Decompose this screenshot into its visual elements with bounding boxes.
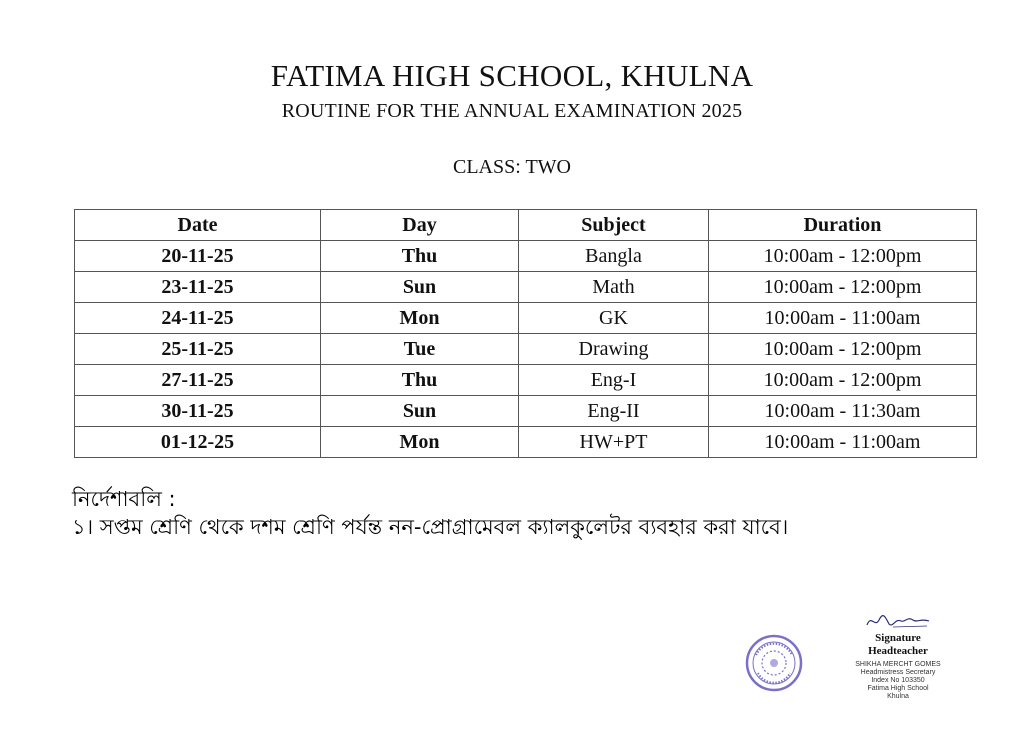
class-label: CLASS: TWO <box>453 156 571 178</box>
header-date: Date <box>75 210 321 241</box>
cell-duration: 10:00am - 12:00pm <box>709 334 977 365</box>
table-row <box>75 365 977 396</box>
headteacher-label: Headteacher <box>868 645 928 657</box>
table-row <box>75 241 977 272</box>
cell-subject: GK <box>519 303 709 334</box>
signature-stamp <box>838 661 958 701</box>
instructions-title: নির্দেশাবলি : <box>72 487 176 511</box>
cell-subject: Eng-I <box>519 365 709 396</box>
instruction-line: ১। সপ্তম শ্রেণি থেকে দশম শ্রেণি পর্যন্ত নন-প্রোগ্রামেবল ক্যালকুলেটর ব্যবহার করা যাবে। <box>72 515 789 539</box>
stamp-line: Khulna <box>887 693 909 700</box>
table-row <box>75 303 977 334</box>
stamp-line: Headmistress Secretary <box>860 669 936 676</box>
table-row <box>75 396 977 427</box>
stamp-line: Index No 103350 <box>871 677 925 684</box>
routine-title: ROUTINE FOR THE ANNUAL EXAMINATION 2025 <box>281 100 743 122</box>
cell-duration: 10:00am - 12:00pm <box>709 272 977 303</box>
table-row <box>75 272 977 303</box>
table-header-row <box>75 210 977 241</box>
header-subject: Subject <box>519 210 709 241</box>
header-duration: Duration <box>709 210 977 241</box>
cell-day: Sun <box>321 396 519 427</box>
cell-date: 24-11-25 <box>75 303 321 334</box>
cell-day: Tue <box>321 334 519 365</box>
cell-date: 01-12-25 <box>75 427 321 458</box>
cell-subject: Eng-II <box>519 396 709 427</box>
cell-day: Sun <box>321 272 519 303</box>
cell-day: Thu <box>321 365 519 396</box>
school-seal-icon <box>744 633 804 693</box>
stamp-line: SHIKHA MERCHT GOMES <box>855 661 941 668</box>
cell-subject: Math <box>519 272 709 303</box>
signature-label: Signature <box>875 632 921 644</box>
cell-duration: 10:00am - 12:00pm <box>709 365 977 396</box>
headteacher-signature <box>838 612 958 701</box>
cell-date: 20-11-25 <box>75 241 321 272</box>
cell-duration: 10:00am - 11:00am <box>709 303 977 334</box>
cell-duration: 10:00am - 11:00am <box>709 427 977 458</box>
signature-scribble-icon <box>863 612 933 630</box>
cell-subject: Bangla <box>519 241 709 272</box>
cell-duration: 10:00am - 12:00pm <box>709 241 977 272</box>
cell-day: Thu <box>321 241 519 272</box>
table-row <box>75 334 977 365</box>
cell-subject: HW+PT <box>519 427 709 458</box>
school-name: FATIMA HIGH SCHOOL, KHULNA <box>270 58 754 93</box>
cell-subject: Drawing <box>519 334 709 365</box>
cell-date: 30-11-25 <box>75 396 321 427</box>
cell-date: 25-11-25 <box>75 334 321 365</box>
cell-date: 27-11-25 <box>75 365 321 396</box>
cell-day: Mon <box>321 303 519 334</box>
cell-date: 23-11-25 <box>75 272 321 303</box>
table-row <box>75 427 977 458</box>
stamp-line: Fatima High School <box>867 685 929 692</box>
cell-day: Mon <box>321 427 519 458</box>
exam-routine-table <box>74 209 977 458</box>
header-day: Day <box>321 210 519 241</box>
cell-duration: 10:00am - 11:30am <box>709 396 977 427</box>
